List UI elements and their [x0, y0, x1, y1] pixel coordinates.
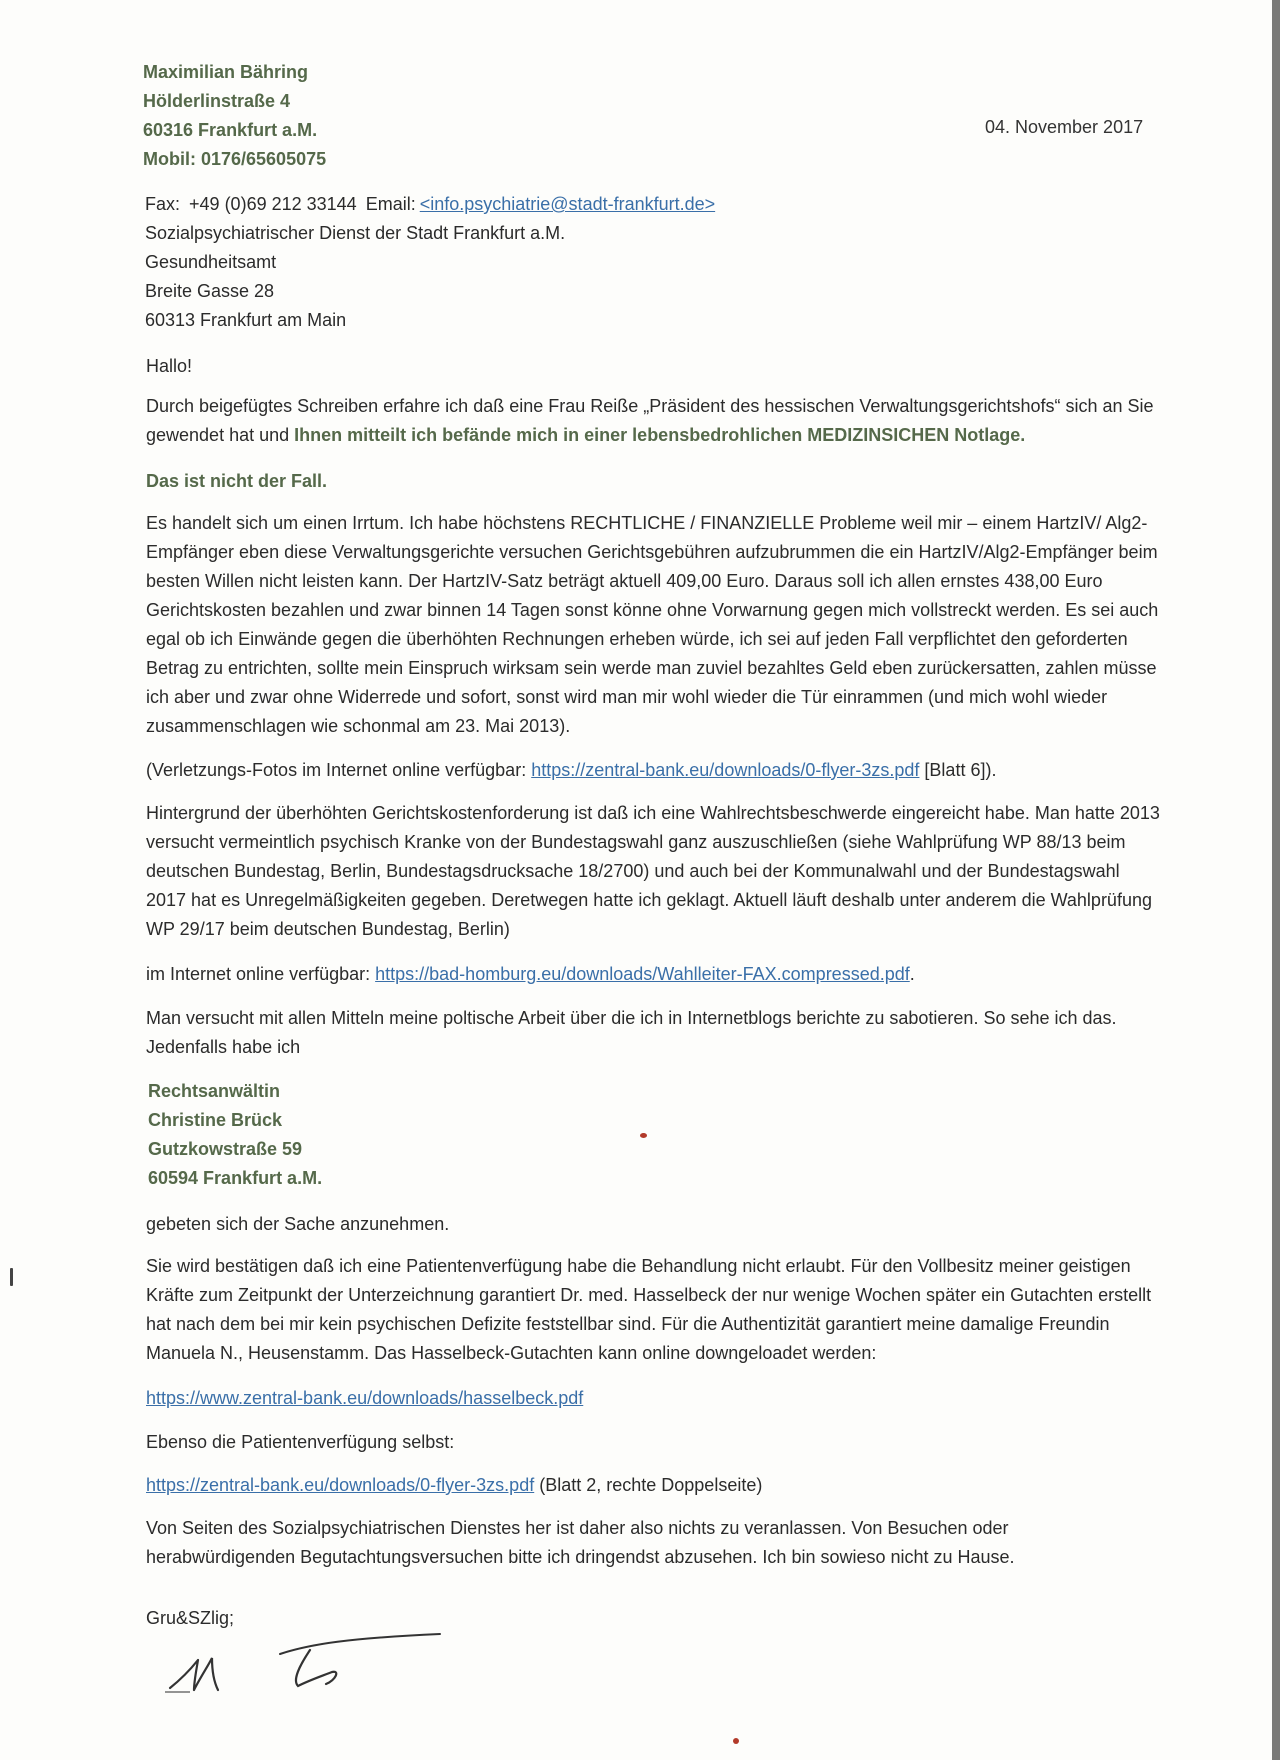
letter-date: 04. November 2017: [985, 117, 1144, 137]
recipient-street: Breite Gasse 28: [145, 281, 275, 301]
paragraph-7-text: Man versucht mit allen Mitteln meine poltische Arbeit über die ich in Internetblogs berichte zu sabotieren. So sehe ich das. Jedenfalls habe ich: [146, 1008, 1117, 1057]
lawyer-street: Gutzkowstraße 59: [148, 1139, 303, 1159]
hasselbeck-link-line: [146, 1384, 1156, 1413]
paragraph-1: [146, 392, 1156, 450]
lawyer-title: Rechtsanwältin: [148, 1081, 281, 1101]
stain-mark: [640, 1133, 647, 1138]
paragraph-1-text: Durch beigefügtes Schreiben erfahre ich daß eine Frau Reiße „Präsident des hessischen Verwaltungsgerichtshofs“ sich an Sie gewendet hat und: [146, 396, 1154, 445]
email-label: Email:: [365, 194, 416, 214]
paragraph-4-after: [Blatt 6]).: [919, 760, 997, 780]
paragraph-1-bold: Ihnen mitteilt ich befände mich in einer lebensbedrohlichen MEDIZINSICHEN Notlage.: [294, 425, 1026, 445]
closing-text: Gru&SZlig;: [146, 1608, 235, 1628]
lawyer-address: [148, 1077, 322, 1193]
paragraph-8-text: gebeten sich der Sache anzunehmen.: [146, 1214, 450, 1234]
hasselbeck-link[interactable]: https://www.zentral-bank.eu/downloads/hasselbeck.pdf: [146, 1388, 584, 1408]
wahlleiter-fax-link[interactable]: https://bad-homburg.eu/downloads/Wahlleiter-FAX.compressed.pdf: [375, 964, 910, 984]
handwritten-signature: [160, 1630, 460, 1710]
paragraph-3: [146, 509, 1161, 741]
paragraph-9-text: Sie wird bestätigen daß ich eine Patientenverfügung habe die Behandlung nicht erlaubt. Für den Vollbesitz meiner geistigen Kräfte zum Zeitpunkt der Unterzeichnung garantiert Dr. med. Hasselbeck der nur wenige Wochen später ein Gutachten erstellt hat nach dem bei mir kein psychischen Defizite feststellbar sind. Für die Authentizität garantiert meine damalige Freundin Manuela N., Heusenstamm. Das Hasselbeck-Gutachten kann online downgeloadet werden:: [146, 1256, 1152, 1363]
paragraph-11: [146, 1471, 1156, 1500]
flyer-link-blatt6[interactable]: https://zentral-bank.eu/downloads/0-flyer-3zs.pdf: [531, 760, 920, 780]
sender-name: Maximilian Bähring: [143, 62, 309, 82]
flyer-link-blatt2[interactable]: https://zentral-bank.eu/downloads/0-flyer-3zs.pdf: [146, 1475, 535, 1495]
paragraph-6-after: .: [909, 964, 915, 984]
lawyer-name: Christine Brück: [148, 1110, 283, 1130]
stain-mark: [733, 1738, 739, 1744]
paragraph-4: [146, 756, 1156, 785]
margin-mark: [10, 1268, 13, 1286]
greeting: [146, 352, 1156, 381]
sender-address: [143, 58, 326, 174]
paragraph-5: [146, 799, 1161, 944]
greeting-text: Hallo!: [146, 356, 193, 376]
sender-street: Hölderlinstraße 4: [143, 91, 291, 111]
paragraph-5-text: Hintergrund der überhöhten Gerichtskostenforderung ist daß ich eine Wahlrechtsbeschwerde eingereicht habe. Man hatte 2013 versucht vermeintlich psychisch Kranke von der Bundestagswahl ganz auszuschließen (siehe Wahlprüfung WP 88/13 beim deutschen Bundestag, Berlin, Bundestagsdrucksache 18/2700) und auch bei der Kommunalwahl und der Bundestagswahl 2017 hat es Unregelmäßigkeiten gegeben. Deretwegen hatte ich geklagt. Aktuell läuft deshalb unter anderem die Wahlprüfung WP 29/17 beim deutschen Bundestag, Berlin): [146, 803, 1160, 939]
paragraph-10-text: Ebenso die Patientenverfügung selbst:: [146, 1432, 455, 1452]
scan-edge: [1272, 0, 1280, 1760]
recipient-org: Sozialpsychiatrischer Dienst der Stadt Frankfurt a.M.: [145, 223, 566, 243]
fax-number: +49 (0)69 212 33144: [189, 194, 357, 214]
recipient-address: [145, 190, 719, 335]
paragraph-12-text: Von Seiten des Sozialpsychiatrischen Dienstes her ist daher also nichts zu veranlassen. Von Besuchen oder herabwürdigenden Begutachtungsversuchen bitte ich dringendst abzusehen. Ich bin sowieso nicht zu Hause.: [146, 1518, 1015, 1567]
paragraph-8: [146, 1210, 1156, 1239]
paragraph-4-before: (Verletzungs-Fotos im Internet online verfügbar:: [146, 760, 532, 780]
fax-label: Fax:: [145, 194, 181, 214]
paragraph-6: [146, 960, 1156, 989]
paragraph-10: [146, 1428, 1156, 1457]
paragraph-9: [146, 1252, 1156, 1368]
sender-mobile: Mobil: 0176/65605075: [143, 149, 327, 169]
sender-city: 60316 Frankfurt a.M.: [143, 120, 318, 140]
recipient-city: 60313 Frankfurt am Main: [145, 310, 347, 330]
closing: [146, 1604, 1156, 1633]
paragraph-2: [146, 467, 1156, 496]
recipient-dept: Gesundheitsamt: [145, 252, 277, 272]
paragraph-3-text: Es handelt sich um einen Irrtum. Ich habe höchstens RECHTLICHE / FINANZIELLE Probleme weil mir – einem HartzIV/ Alg2-Empfänger eben diese Verwaltungsgerichte versuchen Gerichtsgebühren aufzubrummen die ein HartzIV/Alg2-Empfänger beim besten Willen nicht leisten kann. Der HartzIV-Satz beträgt aktuell 409,00 Euro. Daraus soll ich allen ernstes 438,00 Euro Gerichtskosten bezahlen und zwar binnen 14 Tagen sonst könne ohne Vorwarnung gegen mich vollstreckt werden. Es sei auch egal ob ich Einwände gegen die überhöhten Rechnungen erheben würde, ich sei auf jeden Fall verpflichtet den geforderten Betrag zu entrichten, sollte mein Einspruch wirksam sein werde man zuviel bezahltes Geld eben zurückersatten, zahlen müsse ich aber und zwar ohne Widerrede und sofort, sonst wird man mir wohl wieder die Tür einrammen (und mich wohl wieder zusammenschlagen wie schonmal am 23. Mai 2013).: [146, 513, 1159, 736]
paragraph-2-text: Das ist nicht der Fall.: [146, 471, 328, 491]
paragraph-7: [146, 1004, 1161, 1062]
paragraph-6-before: im Internet online verfügbar:: [146, 964, 376, 984]
paragraph-12: [146, 1514, 1156, 1572]
paragraph-11-after: (Blatt 2, rechte Doppelseite): [534, 1475, 763, 1495]
email-link[interactable]: <info.psychiatrie@stadt-frankfurt.de>: [419, 194, 716, 214]
lawyer-city: 60594 Frankfurt a.M.: [148, 1168, 323, 1188]
contact-line: [145, 190, 719, 219]
